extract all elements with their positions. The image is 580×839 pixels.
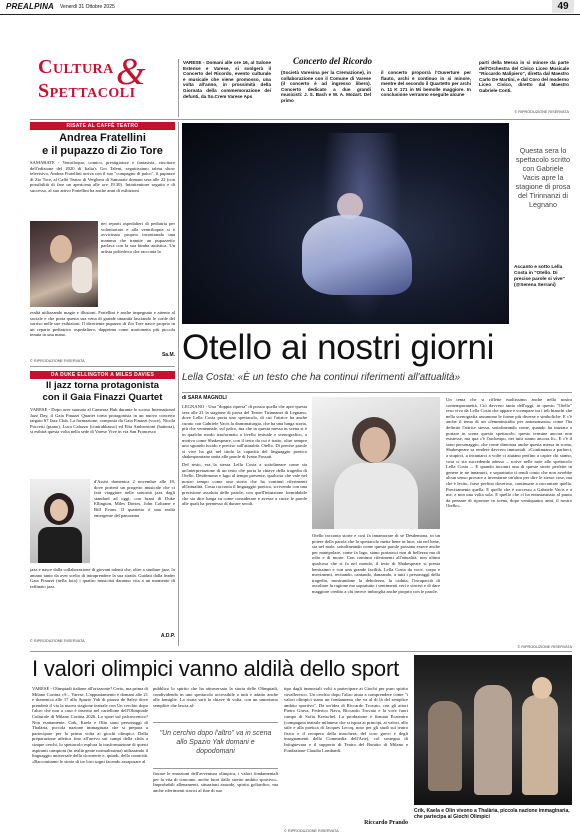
costa-caption: Accanto e sotto Lella Costa in "Otello. Di precise parole si vive" (@Serena Serrani) xyxy=(514,265,565,288)
fratellini-body-top: SAMARATE - Ventriloquo, comico, prestigiatore e fantasista, vincitore dell'edizione del 2020 di Italia's Got Talent, seguitissimo talent show televisivo, Andrea Fratellini arriva con il suo "compagno di palco", il pupazzo di Zio Tore, al Caffè Teatro di Verghera di Samarate domani sera alle 22 (con possibilità di fare un apericena alle ore 19.30). Intrattenitore seguito e di successo, al suo attivo Fratellini ha anche anni di esibizioni xyxy=(30,160,175,193)
masthead-bar xyxy=(0,0,580,15)
finazzi-author: A.D.P. xyxy=(160,633,175,639)
finazzi-photo xyxy=(30,479,90,563)
olympics-col1: VARESE - Olimpiadi italiane all'orizzonte? Certo, ma prima di Milano Cortina c'è... Varese. L'appuntamento è domani alle 21 e domenica alle 17 allo Spazio Yak di piazza de Salvo dove prenderà il via la nuova stagione teatrale con Un cerchio dopo l'altro che non a caso è inserito nel cartellone dell'Olimpiade Culturale di Milano Cortina 2026. Lo sport sul palcoscenico? Non esattamente. Crik, Kaela e Olin sono personaggi di Thalària, piccola nazione immaginata che si prepara a partecipare per la prima volta ai giochi olimpici. Dalla preparazione atletica fino all'arrivo sui campi della sfida a cinque cerchi, lo spettacolo esplora la trasformazione di questi aspiranti campioni (in realtà gente normalissima) utilizzando il linguaggio universale della clownerie e, quindi, della comicità. «Raccontiamo le storie di tre loro sogni facendo assaporare al xyxy=(32,686,148,764)
divider-top xyxy=(30,119,570,120)
fratellini-author: Sa.M. xyxy=(161,352,175,358)
costa-main-photo xyxy=(182,123,509,324)
fratellini-title-line2: e il pupazzo di Zio Tore xyxy=(42,145,163,157)
costa-second-photo xyxy=(312,397,440,529)
costa-headline: Otello ai nostri giorni xyxy=(182,328,495,367)
finazzi-kicker: DA DUKE ELLINGTON A MILES DAVIES xyxy=(30,371,175,379)
olympics-pullquote: "Un cerchio dopo l'altro" va in scena allo Spazio Yak domani e dopodomani xyxy=(159,730,272,755)
section-title-line2: Spettacoli xyxy=(38,80,136,102)
divider-vertical-left xyxy=(178,122,179,646)
fratellini-credit: © RIPRODUZIONE RISERVATA xyxy=(30,359,85,363)
olympics-col2-bottom: fiorare le emozioni dell'avventura olimpica, i valori fondamentali per la vita di ciascuno, anche fuori dallo stretto ambito sportivo». Improbabili allenamenti, situazioni assurde, spirito goliardico, ma anche riferimenti storici al fine di suo xyxy=(153,771,278,793)
fratellini-article xyxy=(30,122,175,365)
finazzi-article xyxy=(30,371,175,646)
olympics-photo-actor3 xyxy=(522,695,558,795)
costa-body-p2: Del resto, era la stessa Lella Costa a sottolineare come sia un'interpretazione di un testo che porta la chiave della tragedia di Otello, Desdemona e Iago al tempo presente, qualcosa che vale nel nostro tempo come una storia che ha continui riferimenti all'attualità. Costa racconta il linguaggio poetico, scrivendo con una precisione assoluta delle parole, con quell'intuizione formidabile che sia dice lunga su come considerare e avesse a cuore le parole alle quali ha permesso di durare secoli. xyxy=(182,461,307,507)
finazzi-title-line2: con il Gaia Finazzi Quartet xyxy=(42,392,163,403)
finazzi-title-line1: Il jazz torna protagonista xyxy=(45,380,159,391)
finazzi-photo-body xyxy=(38,527,82,563)
olympics-pullquote-box xyxy=(153,722,278,769)
concert-col4: parti della Messa in si minore da parte dell'Orchestra del Civico Liceo Musicale "Riccardo Malipiero", diretta dal Maestro Carlo De Martini, e dal Coro del moderno Liceo Civico, diretto dal Maestro Gabriele Conti. xyxy=(479,60,569,93)
concert-col1: VARESE - Domani alle ore 16, al Salone Estense e Varese, si svolgerà il Concerto del Ricordo, evento culturale e musicale che viene promosso, una volta all'anno, in prossimità della Giornata della commemorazione dei defunti, da So.Crem Varese Aps xyxy=(183,60,271,99)
puppet-shape xyxy=(72,257,92,293)
section-title-line1: Cultura xyxy=(38,56,114,78)
fratellini-photo-face xyxy=(50,235,72,263)
newspaper-logo: PREALPINA xyxy=(6,2,55,11)
olympics-col3: tipo dagli immortali volti a partecipare ai Giochi per puro spirito cavalleresco. Un cerchio dopo l'altro aiuta a comprendere come "i valori olimpici siano un fondamento che va al di là del semplice ambito sportivo". Da un'idea di Riccardo Trovato, con gli attori Pietro Grava, Federico Nava, Riccardo Trovato e la voce fuori campo di Sofia Kretschel. La produzione è firmata Ecateatro (compagnia teatrale milanese che si ispira ai principi, ai valori, allo stile e alla poetica di Jacques Lecoq, noto per gli studi sul teatro fisico e il recupero della maschera, del coro greco e degli insegnamenti della Commedia dell'Arte), col sostegno di Infoguevara e il supporto di Teatro del Buratto di Milano e Fondazione Claudia Lombardi. xyxy=(284,686,408,753)
olympics-photo-actor2 xyxy=(474,685,512,795)
divider-left-mid xyxy=(30,366,175,367)
costa-body-col1 xyxy=(182,404,307,649)
costa-body-p1: LEGNANO - Una "doppia ripresa" di possia quella che apre questa sera alle 21 la stagione di prosa del Teatro Tirinnanzi di Legnano, dove Lella Costa porta uno spettacolo, di cui l'attrice ha anche curato con Gabriele Vacis la drammaturgia, che ha una lunga storia, più che ventennale, sul palco, ma che in questa messa in scena si è in qualche modo trasformato a livello testuale e scenografico, a motivo come Shakespeare, con il testo da cui è tratto, oltre sempre uno sguardo lucido e preciso sull'attualità. Otello. Di precise parole si vive ha già nel titolo la capacità del linguaggio poetico shakespeariano unita alle parole di Ivano Fossati. xyxy=(182,404,307,460)
olympics-credit: © RIPRODUZIONE RISERVATA xyxy=(284,829,339,833)
issue-date: Venerdì 31 Ottobre 2025 xyxy=(60,4,115,10)
fratellini-kicker: RISATE AL CAFFÈ TEATRO xyxy=(30,122,175,130)
concert-article xyxy=(183,56,569,116)
costa-subtitle: Lella Costa: «È un testo che ha continui riferimenti all'attualità» xyxy=(182,372,461,383)
costa-body-col2b: Otello racconta storie e così fa innamorare di sé Desdemona, in un potere della parola che lo spettacolo mette bene in luce, sia nel bene, sia nel male, sottolineando come questa parole possano essere anche per manipolare, come fa Iago, siano portatrici non di bellezza ma di odio e di morte. Con continui riferimenti all'attualità, non ultimi qualcosa che si fa nel mondo, il testo di Shakespeare si presta benissimo e con una grande facilità, Lella Costa da voce, corpo e movimenti, recitando, cantando, danzando, a tutti i personaggi della tragedia, mostrandone la debolezza, la caduta, l'incapacità di ascoltare la ragione ma sopratutto i sentimenti veri e sinceri e di dare maggiore credito a chi invece imbroglia anche proprio con le parole. xyxy=(312,533,440,594)
finazzi-body-top: VARESE - Dopo aver suonato al Cameraz Hub durante lo scorso International Jazz Day, il Gaia Finazzi Quartet torna protagonista in un nuovo concerto targato 67 Jazz Club. La formazione, composta da Gaia Finazzi (voce), Nicola Puccetti (piano), Luca Calazzo (contrabbasso) ed Elia Ambrosioni (batteria), si esibirà questa volta nella sede di Varese Vive in via San Francesco xyxy=(30,407,175,435)
concert-col2: (Società Varesina per la Cremazione), in collaborazione con il Comune di Varese (il concerto è ad ingresso libero). Concerto dedicato a due grandi musicisti: J. S. Bach e W. A. Mozart. Del primo xyxy=(281,70,371,103)
olympics-photo-head xyxy=(532,677,552,699)
costa-photo-cloth xyxy=(334,463,418,529)
olympics-col2-top: pubblico lo spirito che ha attraversato la storia delle Olimpiadi, condividendo in uno spettacolo accessibile a tutti e adatto anche alle famiglie. La risata sarà la chiave di volta, con un umorismo semplice che lascia al- xyxy=(153,686,278,708)
fratellini-title-line1: Andrea Fratellini xyxy=(59,132,146,144)
olympics-photo-actor1 xyxy=(428,701,462,791)
page-number: 49 xyxy=(552,0,574,13)
divider-concert xyxy=(178,59,179,117)
concert-credit: © RIPRODUZIONE RISERVATA xyxy=(514,110,569,114)
divider-olympics xyxy=(30,651,572,652)
finazzi-body-bottom: jazz e nasce dalla collaborazione di giovani talenti che, oltre a studiare jazz, lo amano tanto da aver scelto di intraprendere la sua strada. Guidati dalla leader Gaia Finazzi (nella foto) i quattro musicisti daranno vita a un momento di raffinato jazz. xyxy=(30,567,175,589)
concert-title: Concerto del Ricordo xyxy=(293,56,372,66)
divider-byline xyxy=(182,392,572,393)
olympics-photo xyxy=(414,655,572,805)
fratellini-photo xyxy=(30,221,98,307)
finazzi-body-wrap: d'Assisi domenica 2 novembre alle 18, dove porterà un progetto musicale che ci farà viaggiare nelle sonorità jazz dagli standard ad oggi, con brani di Duke Ellington, Miles Davies, John Coltrane e Bill Evans. Il quartetto è una realtà emergente del panorama xyxy=(94,479,175,518)
olympics-headline: I valori olimpici vanno aldilà dello sport xyxy=(32,656,400,681)
costa-byline: di SARA MAGNOLI xyxy=(182,395,227,401)
concert-col3: il concerto proporrà l'Ouverture per flauto, archi e continuo in si minore, mentre del secondo il Quartetto per archi n. 11 K 171 in Mi bemolle maggiore. In conclusione verranno eseguite alcune xyxy=(381,70,471,98)
costa-photo-face xyxy=(360,427,390,463)
costa-pullquote: Questa sera lo spettacolo scritto con Gabriele Vacis apre la stagione di prosa del Tirinnanzi di Legnano xyxy=(515,146,571,209)
costa-body-col3: Un tema che si riflette moltissimo anche nella nostra contemporaneità. Ciò davvero tanto dell'oggi, in questo "Otello" reso vivo da Lella Costa che appare e scompare tra i teli bianchi che nella scenografia assumono le forme più diverse e simboliche. E c'è anche il tema di un «femminicidio per antonomasia» come l'ha definito l'attrice stessa, sottolineando come, quando ha iniziato a portare in scena questo spettacolo, questo termine ancora non esistesse, ma qua c'è l'archetipo, nei tutti siamo ancora lì». E c'è il sono personaggio, che come dimostra anche questa messa in scena, Shakespeare sa rendere davvero immortali. «Continuano a parlarci, a stupirci, a incantarci a volte ci aiutano perfino a capire chi siamo, cosa ci sta succedendo adesso – scrive nelle note allo spettacolo Lella Costa –. E quando incontri una di queste storie perfette in genere te ne innamori, e soprattutto ti rendi conto che non avrebbe alcun senso provare a inventarne un'altra per dire le stesse cose, ma che è lecito, forse perfino doveroso, continuare a raccontare quella. Precisamente quella. E quello che è successo a Gabriele Vacis e a me, e non una volta sola. E quello che ci ha entusiasmato al punto da pensare di riportare in scena, dopo ventiquattro anni, il nostro Otello». xyxy=(446,397,572,509)
olympics-caption: Crik, Kaela e Olin vivono a Thalària, piccola nazione immaginaria, che partecipa ai Giochi Olimpici xyxy=(414,808,570,820)
section-ampersand: & xyxy=(116,51,146,93)
fratellini-body-wrap: nei reparti ospedalieri di pediatria per volontariato e alla ventriloquia si è avvicinato proprio incontrando una mamma che tramite un pupazzetto parlava con la sua bimba autistica. Un artista poliedrico che racconta la xyxy=(101,221,175,254)
costa-credit: © RIPRODUZIONE RISERVATA xyxy=(517,645,572,649)
olympics-author: Riccardo Prando xyxy=(364,820,408,826)
fratellini-body-bottom: realtà utilizzando magie e illusioni. Fratellini è anche impegnato e attento al sociale e che porta questa sua vena di grande umanità lasciando le corde del sorriso nelle sue esibizioni. Il divertente pupazzo di Zio Tore nasce proprio in un reparto pediatrico ospedaliero, dapprima come marionetta più piccola tenuta in una mano. xyxy=(30,310,175,338)
finazzi-credit: © RIPRODUZIONE RISERVATA xyxy=(30,639,85,643)
finazzi-photo-face xyxy=(50,499,68,521)
section-title xyxy=(38,51,178,116)
